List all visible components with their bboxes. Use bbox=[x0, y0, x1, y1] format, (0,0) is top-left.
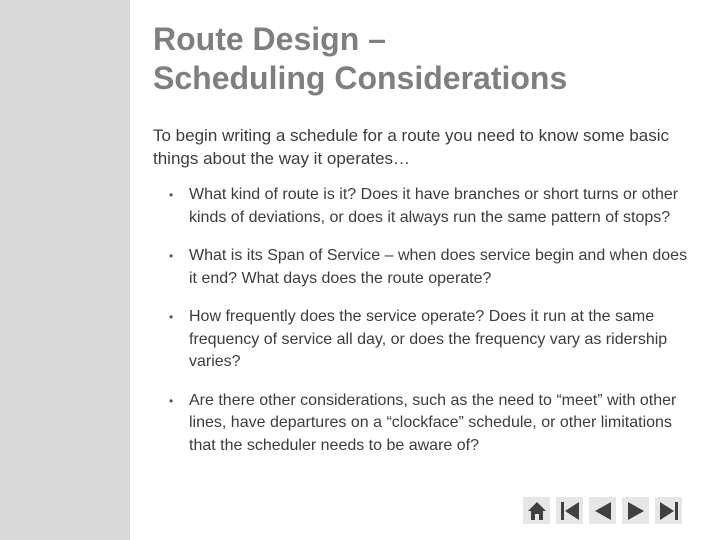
slide-navigation bbox=[523, 497, 682, 525]
last-slide-icon bbox=[658, 500, 680, 522]
home-button[interactable] bbox=[523, 497, 550, 524]
slide-title-line-1: Route Design – bbox=[153, 21, 386, 57]
bullet-item bbox=[153, 390, 693, 458]
bullet-marker: • bbox=[169, 249, 174, 263]
bullet-list bbox=[153, 184, 693, 457]
bullet-item bbox=[153, 245, 693, 290]
bullet-marker: • bbox=[169, 393, 174, 408]
previous-slide-button[interactable] bbox=[589, 497, 616, 524]
slide-title bbox=[153, 20, 693, 98]
bullet-text: How frequently does the service operate? Does it run at the same frequency of service all day, or does the frequency vary as ridership varies? bbox=[189, 308, 668, 370]
bullet-marker: • bbox=[169, 188, 174, 202]
last-slide-button[interactable] bbox=[655, 497, 682, 524]
first-slide-icon bbox=[559, 500, 581, 522]
bullet-text: Are there other considerations, such as the need to “meet” with other lines, have departures on a “clockface” schedule, or other limitations that the scheduler needs to be aware of? bbox=[189, 391, 677, 454]
slide-content bbox=[153, 20, 693, 457]
intro-paragraph: To begin writing a schedule for a route you need to know some basic things about the way it operates… bbox=[153, 126, 669, 168]
next-slide-icon bbox=[625, 500, 647, 522]
slide-title-line-2: Scheduling Considerations bbox=[153, 60, 568, 96]
first-slide-button[interactable] bbox=[556, 497, 583, 524]
bullet-text: What kind of route is it? Does it have branches or short turns or other kinds of deviations, or does it always run the same pattern of stops? bbox=[189, 186, 679, 226]
bullet-text: What is its Span of Service – when does service begin and when does it end? What days does the route operate? bbox=[189, 247, 688, 287]
next-slide-button[interactable] bbox=[622, 497, 649, 524]
bullet-marker: • bbox=[169, 310, 174, 324]
previous-slide-icon bbox=[592, 500, 614, 522]
bullet-item bbox=[153, 184, 693, 229]
home-icon bbox=[526, 500, 548, 522]
left-sidebar-band bbox=[0, 0, 130, 540]
bullet-item bbox=[153, 306, 693, 374]
